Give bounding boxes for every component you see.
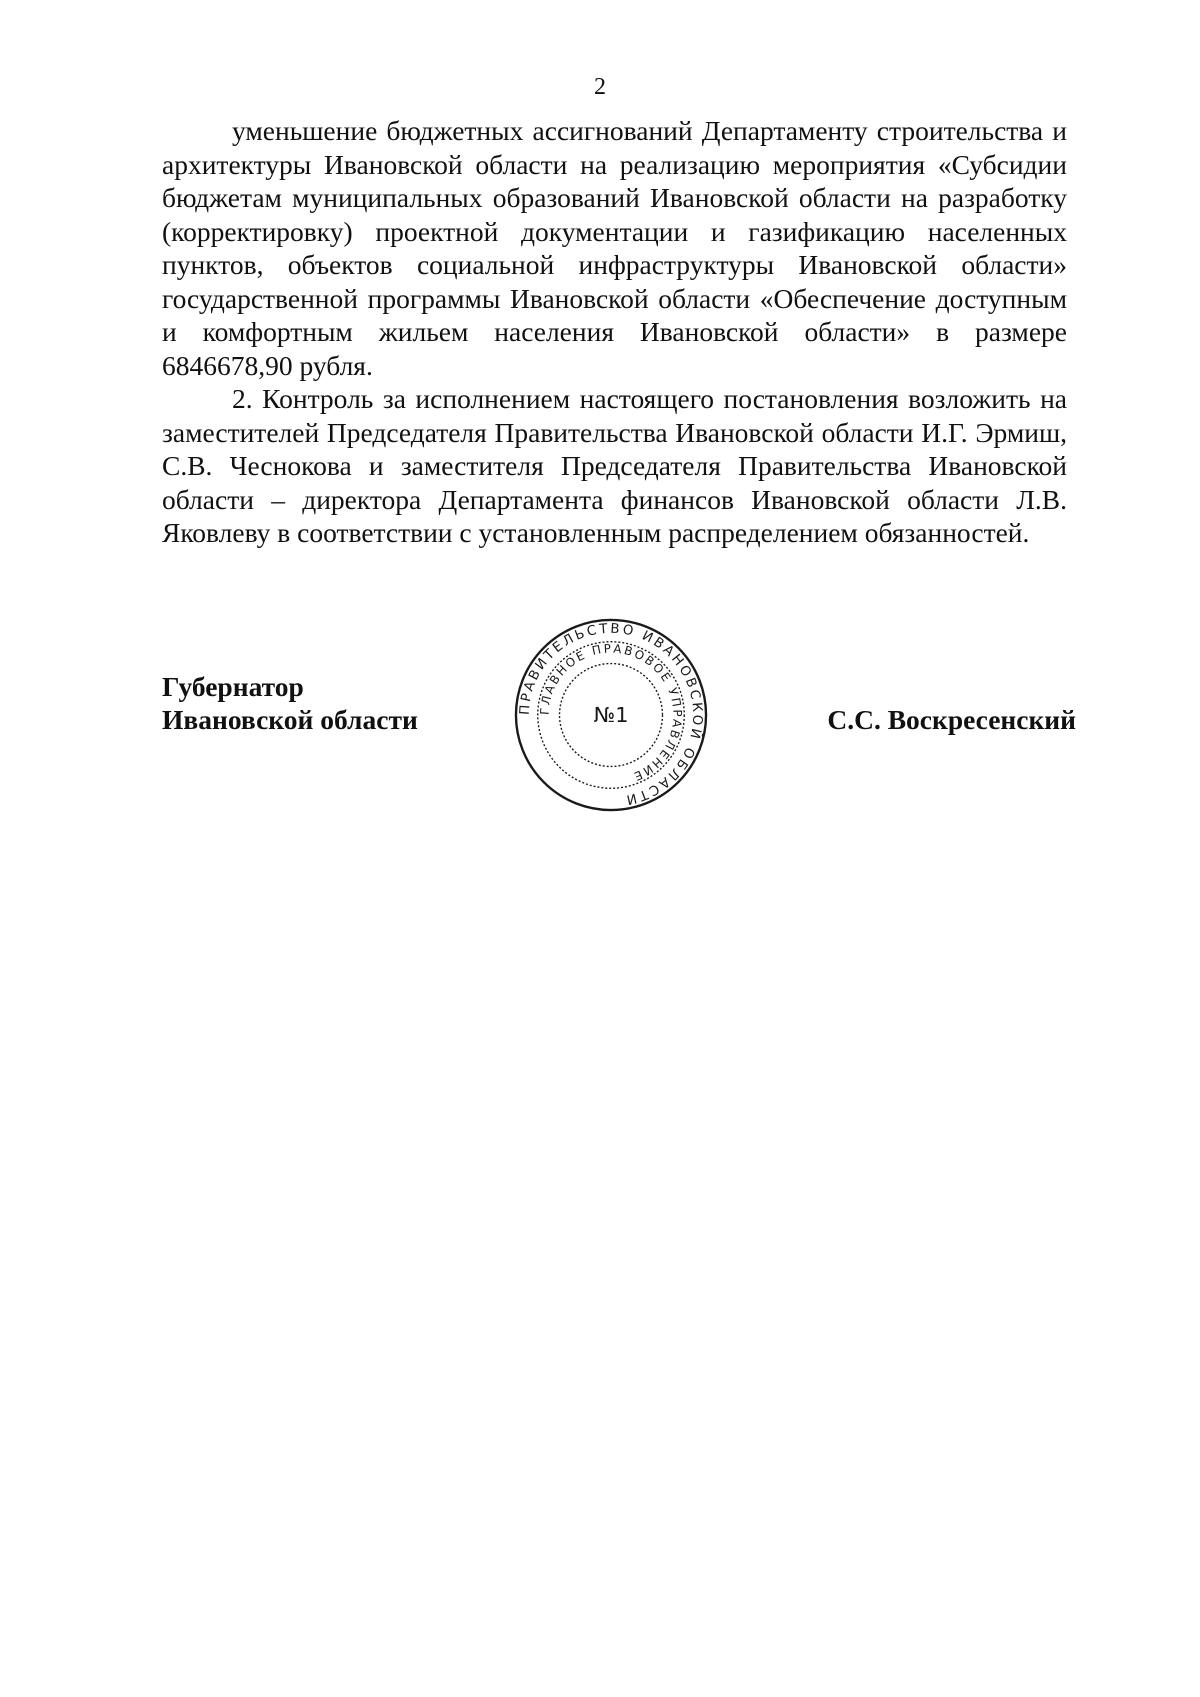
seal-inner-text: ГЛАВНОЕ ПРАВОВОЕ УПРАВЛЕНИЕ [537, 641, 685, 785]
paragraph-control-clause: 2. Контроль за исполнением настоящего постановления возложить на заместителей Председателя Правительства Ивановской области И.Г. Эрмиш, С.В. Чеснокова и заместителя Председателя Правительства Ивановской области – директора Департамента финансов Ивановской области Л.В. Яковлеву в соответствии с установленным распределением обязанностей. [162, 383, 1067, 548]
signatory-name: С.С. Воскресенский [827, 704, 1076, 735]
official-seal [512, 616, 710, 814]
document-body [162, 114, 1067, 550]
seal-outer-text: ПРАВИТЕЛЬСТВО ИВАНОВСКОЙ ОБЛАСТИ [517, 621, 705, 808]
paragraph-budget-reduction: уменьшение бюджетных ассигнований Департаменту строительства и архитектуры Ивановской области на реализацию мероприятия «Субсидии бюджетам муниципальных образований Ивановской области на разработку (корректировку) проектной документации и газификацию населенных пунктов, объектов социальной инфраструктуры Ивановской области» государственной программы Ивановской области «Обеспечение доступным и комфортным жильем населения Ивановской области» в размере 6846678,90 рубля. [162, 115, 1067, 381]
seal-center-number: №1 [593, 702, 629, 727]
signatory-title [162, 670, 418, 736]
signatory-title-line1: Губернатор [162, 671, 304, 702]
signatory-title-line2: Ивановской области [162, 704, 418, 735]
page-number: 2 [594, 74, 606, 100]
